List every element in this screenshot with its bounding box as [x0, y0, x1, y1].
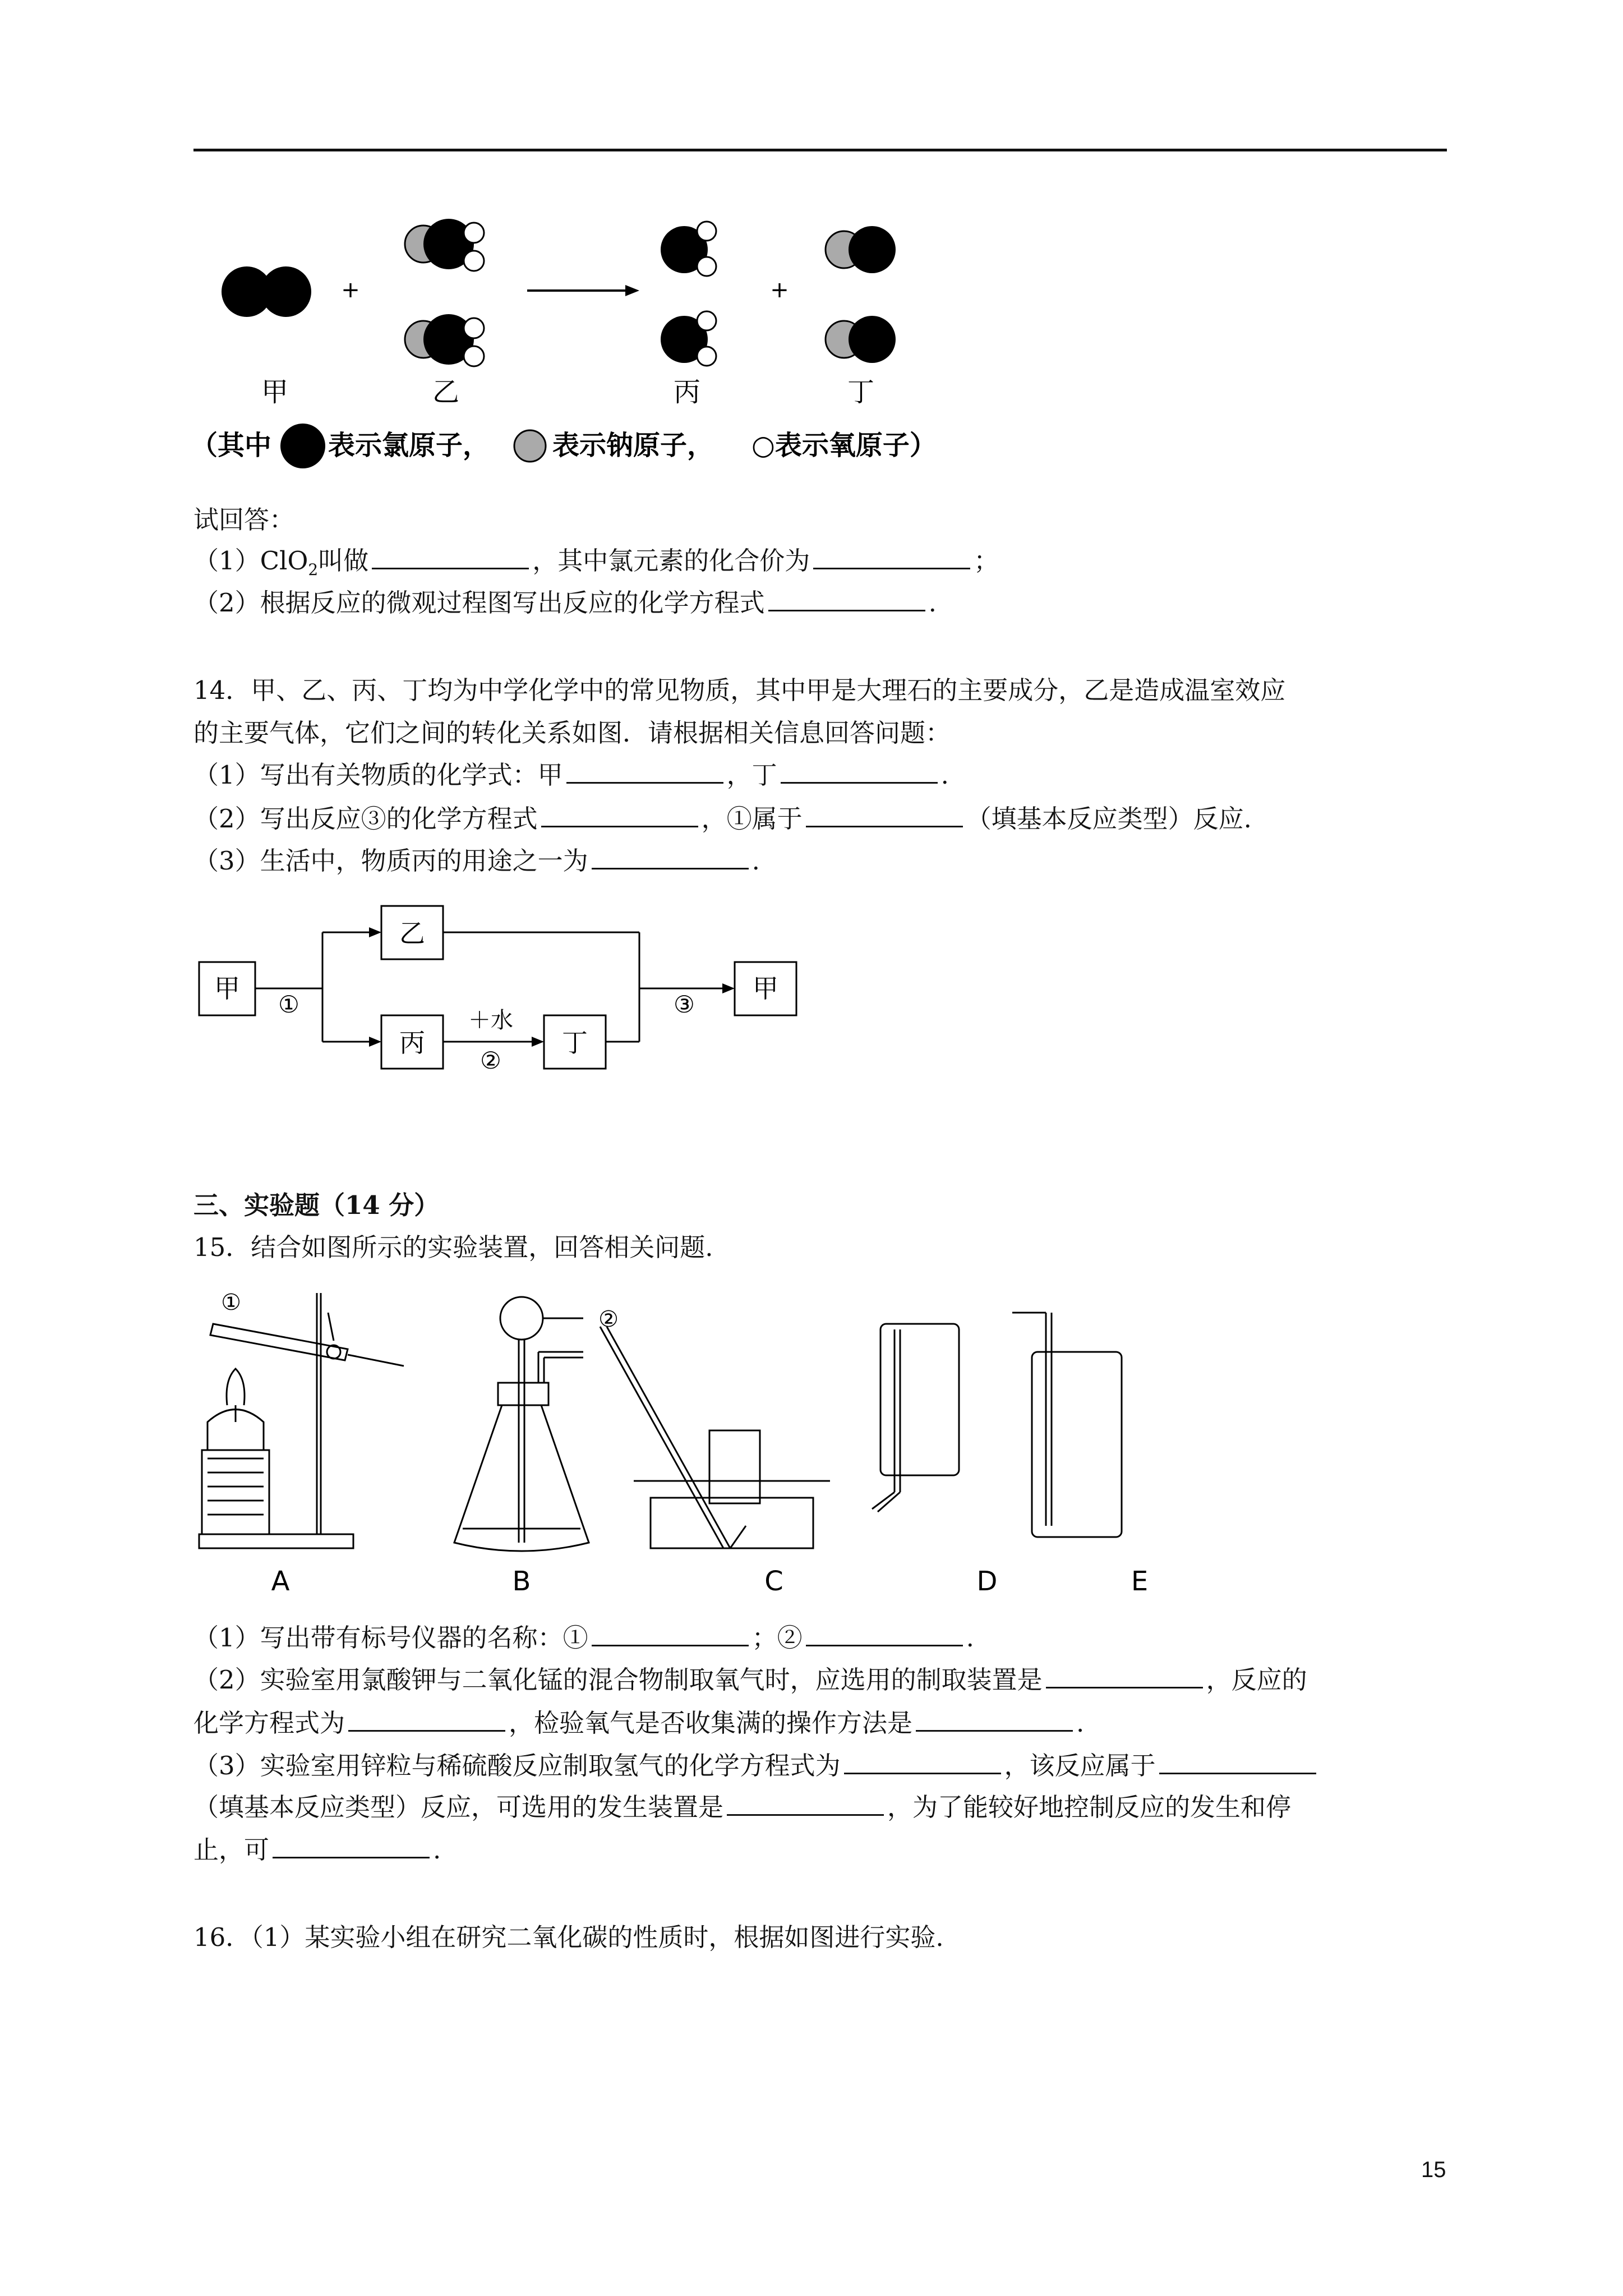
page-number: 15 — [1421, 2157, 1446, 2182]
mark-1: ① — [221, 1290, 241, 1315]
q16-line1: 16．（1）某实验小组在研究二氧化碳的性质时，根据如图进行实验. — [193, 1922, 944, 1952]
answer-blank[interactable] — [806, 1621, 963, 1646]
legend-na-atom — [514, 430, 546, 462]
naclo2-molecule — [405, 219, 484, 271]
flow-step2: ② — [480, 1047, 501, 1074]
answer-blank[interactable] — [781, 758, 938, 784]
header-rule — [193, 149, 1447, 151]
plus-sign: + — [341, 277, 360, 303]
apparatus-label-e: E — [1131, 1566, 1149, 1597]
q14-line2: 的主要气体，它们之间的转化关系如图．请根据相关信息回答问题： — [193, 718, 951, 748]
apparatus-label-d: D — [976, 1566, 998, 1597]
flow-ding: 丁 — [562, 1028, 588, 1058]
flow-step3: ③ — [674, 991, 695, 1018]
nacl-molecule — [826, 226, 896, 273]
clo2-molecule — [661, 222, 716, 276]
nacl-molecule — [826, 316, 896, 363]
q13-prompt: 试回答： — [193, 505, 295, 535]
answer-blank[interactable] — [844, 1749, 1001, 1774]
label-ding: 丁 — [847, 376, 875, 408]
answer-blank[interactable] — [813, 544, 970, 569]
naclo2-molecule — [405, 314, 484, 366]
clo2-molecule — [661, 311, 716, 366]
flow-water: ＋水 — [468, 1007, 513, 1033]
apparatus-label-b: B — [512, 1566, 531, 1597]
label-bing: 丙 — [673, 376, 701, 408]
q15-line3: 化学方程式为 ，检验氧气是否收集满的操作方法是 . — [193, 1706, 1084, 1740]
answer-blank[interactable] — [727, 1791, 884, 1816]
q15-line5: （填基本反应类型）反应，可选用的发生装置是 ，为了能较好地控制反应的发生和停 — [193, 1791, 1291, 1824]
apparatus-label-c: C — [764, 1566, 783, 1597]
flow-jia-left: 甲 — [214, 973, 240, 1004]
q14-line1: 14．甲、乙、丙、丁均为中学化学中的常见物质，其中甲是大理石的主要成分，乙是造成温室效应 — [193, 675, 1286, 705]
answer-blank[interactable] — [592, 844, 749, 869]
flow-step1: ① — [278, 991, 299, 1018]
legend-o: ○表示氧原子） — [751, 430, 937, 461]
answer-blank[interactable] — [1046, 1663, 1203, 1688]
label-yi: 乙 — [432, 376, 460, 408]
legend-cl-atom — [280, 424, 325, 468]
answer-blank[interactable] — [768, 586, 925, 611]
molecule-reaction-diagram — [191, 208, 976, 488]
flow-yi: 乙 — [399, 918, 425, 949]
answer-blank[interactable] — [541, 802, 698, 827]
section-heading: 三、实验题（14 分） — [193, 1190, 440, 1220]
q14-line5: （3）生活中，物质丙的用途之一为 . — [193, 844, 760, 877]
mark-2: ② — [598, 1306, 619, 1332]
label-jia: 甲 — [261, 376, 289, 408]
answer-blank[interactable] — [273, 1833, 430, 1858]
q15-title: 15．结合如图所示的实验装置，回答相关问题. — [193, 1232, 713, 1262]
apparatus-label-a: A — [271, 1566, 290, 1597]
answer-blank[interactable] — [372, 544, 529, 569]
q13-line2: （2）根据反应的微观过程图写出反应的化学方程式 . — [193, 586, 937, 619]
q15-line2: （2）实验室用氯酸钾与二氧化锰的混合物制取氧气时，应选用的制取装置是 ，反应的 — [193, 1663, 1307, 1696]
answer-blank[interactable] — [916, 1706, 1073, 1732]
conversion-flow-diagram — [191, 898, 852, 1088]
cl-atom — [261, 266, 311, 317]
answer-blank[interactable] — [566, 758, 723, 784]
flow-jia-right: 甲 — [753, 973, 778, 1004]
answer-blank[interactable] — [1159, 1749, 1316, 1774]
legend-prefix: （其中 — [191, 430, 272, 461]
q15-line6: 止，可 . — [193, 1833, 441, 1866]
answer-blank[interactable] — [348, 1706, 505, 1732]
q15-line1: （1）写出带有标号仪器的名称：① ；② . — [193, 1621, 974, 1654]
lab-apparatus-diagram — [191, 1279, 1200, 1604]
q13-line1: （1）ClO$_2$叫做 ，其中氯元素的化合价为 ； — [193, 544, 999, 586]
q14-line3: （1）写出有关物质的化学式：甲 ，丁 . — [193, 758, 949, 792]
q15-line4: （3）实验室用锌粒与稀硫酸反应制取氢气的化学方程式为 ，该反应属于 — [193, 1749, 1320, 1782]
reaction-arrow — [527, 285, 639, 296]
answer-blank[interactable] — [592, 1621, 749, 1646]
answer-blank[interactable] — [806, 802, 963, 827]
legend-na: 表示钠原子， — [552, 430, 714, 461]
q14-line4: （2）写出反应③的化学方程式 ，①属于 （填基本反应类型）反应. — [193, 802, 1252, 835]
flow-bing: 丙 — [399, 1028, 425, 1058]
legend-cl: 表示氯原子， — [328, 430, 490, 461]
plus-sign: + — [770, 277, 789, 303]
